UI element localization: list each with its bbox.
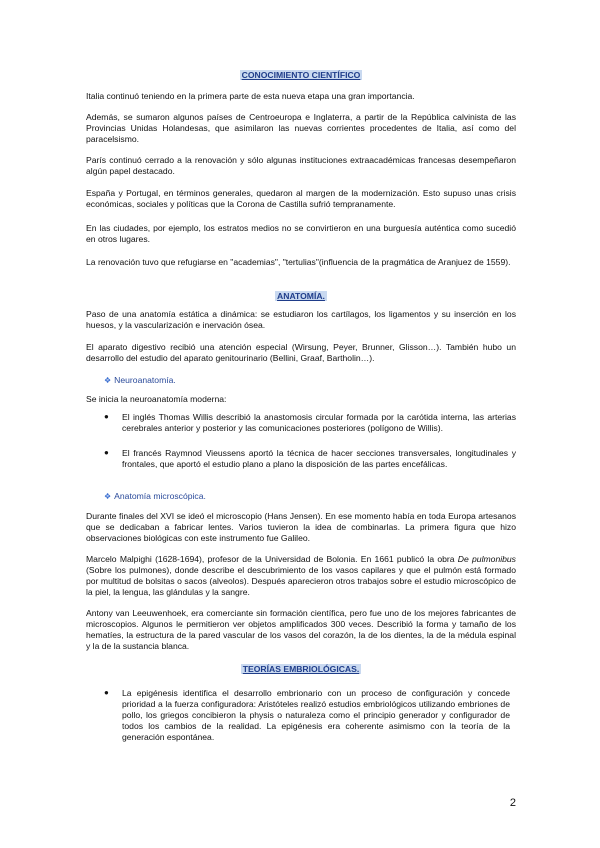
page-number: 2 xyxy=(509,797,516,809)
paragraph: Se inicia la neuroanatomía moderna: xyxy=(86,394,227,404)
paragraph: El aparato digestivo recibió una atención especial (Wirsung, Peyer, Brunner, Glisson…). También hubo un desarrollo del estudio del aparato genitourinario (Bellini, Graaf, Bartholin…). xyxy=(86,342,516,363)
list-item: El francés Raymnod Vieussens aportó la técnica de hacer secciones transversales, longitudinales y frontales, que aportó el estudio plano a plano la disposición de las partes encefálicas. xyxy=(122,448,516,469)
heading-teorias xyxy=(86,664,516,675)
paragraph: Durante finales del XVI se ideó el microscopio (Hans Jensen). En ese momento había en toda Europa artesanos que se dedicaban a fabricar lentes. Varios tuvieron la idea de combinarlas. La primera figura que hizo observaciones biológicas con este instrumento fue Galileo. xyxy=(86,511,516,543)
diamond-bullet-icon: ❖ xyxy=(104,376,112,385)
subheading-neuroanatomia: ❖ Neuroanatomía. xyxy=(104,375,176,385)
paragraph: La renovación tuvo que refugiarse en "academias", "tertulias"(influencia de la pragmática de Aranjuez de 1559). xyxy=(86,257,511,267)
diamond-bullet-icon: ❖ xyxy=(104,492,112,501)
bullet-icon: ● xyxy=(104,412,109,421)
bullet-icon: ● xyxy=(104,688,109,697)
paragraph: Antony van Leeuwenhoek, era comerciante sin formación científica, pero fue uno de los mejores fabricantes de microscopios. Algunos le permitieron ver objetos amplificados 300 veces. Describió la forma y tamaño de los hematíes, la estructura de la pared vascular de los vasos del corazón, la de los dientes, la de la médula espinal y la de la sustancia blanca. xyxy=(86,608,516,651)
paragraph: Además, se sumaron algunos países de Centroeuropa e Inglaterra, a partir de la República calvinista de las Provincias Unidas Holandesas, que asimilaron las nuevas corrientes procedentes de Italia, así como del paracelsismo. xyxy=(86,112,516,144)
heading-teorias-text: TEORÍAS EMBRIOLÓGICAS. xyxy=(242,664,360,674)
paragraph: España y Portugal, en términos generales, quedaron al margen de la modernización. Esto supuso unas crisis económicas, sociales y políticas que la Corona de Castilla sufrió tempranamente. xyxy=(86,188,516,209)
paragraph: Italia continuó teniendo en la primera parte de esta nueva etapa una gran importancia. xyxy=(86,91,415,101)
list-item: La epigénesis identifica el desarrollo embrionario con un proceso de configuración y concede prioridad a la fuerza configuradora: Aristóteles realizó estudios embriológicos utilizando embriones de pollo, los griegos concibieron la physis o naturaleza como el principio generador y configurador de todos los cambios de la realidad. La epigénesis era coherente asimismo con la teoría de la generación espontánea. xyxy=(122,688,510,742)
paragraph: Paso de una anatomía estática a dinámica: se estudiaron los cartílagos, los ligamentos y su inserción en los huesos, y la vascularización e inervación ósea. xyxy=(86,309,516,330)
heading-anatomia xyxy=(86,291,516,302)
paragraph: París continuó cerrado a la renovación y sólo algunas instituciones extraacadémicas francesas desempeñaron algún papel destacado. xyxy=(86,155,516,176)
heading-conocimiento xyxy=(86,70,516,81)
paragraph-malpighi: Marcelo Malpighi (1628-1694), profesor de la Universidad de Bolonia. En 1661 publicó la obra De pulmonibus (Sobre los pulmones), donde describe el descubrimiento de los vasos capilares y que el pulmón está formado por multitud de bolsitas o sacos (alveolos). Después aparecieron otros trabajos sobre el estudio microscópico de la piel, la lengua, las glándulas y la sangre. xyxy=(86,554,516,597)
heading-anatomia-text: ANATOMÍA. xyxy=(277,291,325,301)
heading-conocimiento-text: CONOCIMIENTO CIENTÍFICO xyxy=(241,70,361,80)
paragraph: En las ciudades, por ejemplo, los estratos medios no se convirtieron en una burguesía auténtica como sucedió en otros lugares. xyxy=(86,223,516,244)
bullet-icon: ● xyxy=(104,448,109,457)
subheading-anatomia-microscopica: ❖ Anatomía microscópica. xyxy=(104,491,206,501)
list-item: El inglés Thomas Willis describió la anastomosis circular formada por la carótida interna, las arterias cerebrales anterior y posterior y las comunicaciones posteriores (polígono de Willis). xyxy=(122,412,516,433)
